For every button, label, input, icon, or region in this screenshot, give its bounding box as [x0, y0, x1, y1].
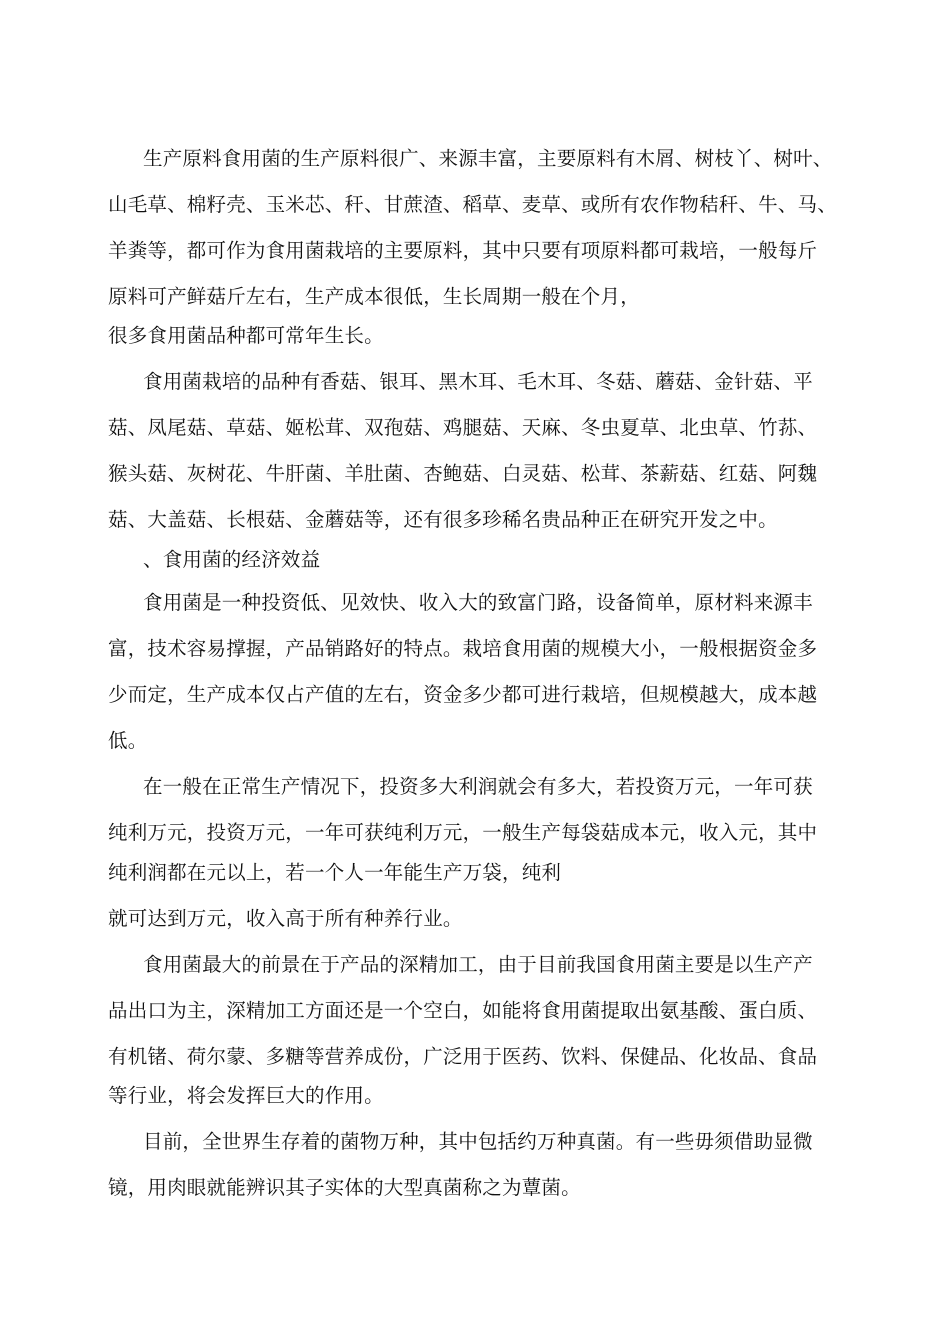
- text-line: 镜，用肉眼就能辨识其子实体的大型真菌称之为蕈菌。: [108, 1176, 581, 1199]
- text-line: 食用菌最大的前景在于产品的深精加工，由于目前我国食用菌主要是以生产产: [143, 953, 813, 976]
- text-line: 纯利万元，投资万元，一年可获纯利万元，一般生产每袋菇成本元，收入元，其中: [108, 821, 818, 844]
- text-line: 食用菌栽培的品种有香菇、银耳、黑木耳、毛木耳、冬菇、蘑菇、金针菇、平: [143, 370, 813, 393]
- text-line: 菇、大盖菇、长根菇、金蘑菇等，还有很多珍稀名贵品种正在研究开发之中。: [108, 508, 778, 531]
- text-line: 目前，全世界生存着的菌物万种，其中包括约万种真菌。有一些毋须借助显微: [143, 1130, 813, 1153]
- text-line: 就可达到万元，收入高于所有种养行业。: [108, 907, 463, 930]
- section-heading: 、食用菌的经济效益: [143, 548, 321, 571]
- text-line: 纯利润都在元以上，若一个人一年能生产万袋，纯利: [108, 861, 562, 884]
- text-line: 生产原料食用菌的生产原料很广、来源丰富，主要原料有木屑、树枝丫、树叶、: [143, 147, 833, 170]
- text-line: 猴头菇、灰树花、牛肝菌、羊肚菌、杏鲍菇、白灵菇、松茸、茶薪菇、红菇、阿魏: [108, 462, 818, 485]
- text-line: 品出口为主，深精加工方面还是一个空白，如能将食用菌提取出氨基酸、蛋白质、: [108, 999, 818, 1022]
- text-line: 山毛草、棉籽壳、玉米芯、秆、甘蔗渣、稻草、麦草、或所有农作物秸秆、牛、马、: [108, 193, 837, 216]
- text-line: 在一般在正常生产情况下，投资多大利润就会有多大，若投资万元，一年可获: [143, 775, 813, 798]
- text-line: 有机锗、荷尔蒙、多糖等营养成份，广泛用于医药、饮料、保健品、化妆品、食品: [108, 1045, 818, 1068]
- text-line: 富，技术容易撑握，产品销路好的特点。栽培食用菌的规模大小，一般根据资金多: [108, 637, 818, 660]
- text-line: 菇、凤尾菇、草菇、姬松茸、双孢菇、鸡腿菇、天麻、冬虫夏草、北虫草、竹荪、: [108, 416, 818, 439]
- text-line: 低。: [108, 729, 148, 752]
- text-line: 原料可产鲜菇斤左右，生产成本很低，生长周期一般在个月，: [108, 285, 640, 308]
- text-line: 等行业，将会发挥巨大的作用。: [108, 1084, 384, 1107]
- text-line: 少而定，生产成本仅占产值的左右，资金多少都可进行栽培，但规模越大，成本越: [108, 683, 818, 706]
- text-line: 很多食用菌品种都可常年生长。: [108, 324, 384, 347]
- text-line: 羊粪等，都可作为食用菌栽培的主要原料，其中只要有项原料都可栽培，一般每斤: [108, 239, 818, 262]
- text-line: 食用菌是一种投资低、见效快、收入大的致富门路，设备简单，原材料来源丰: [143, 591, 813, 614]
